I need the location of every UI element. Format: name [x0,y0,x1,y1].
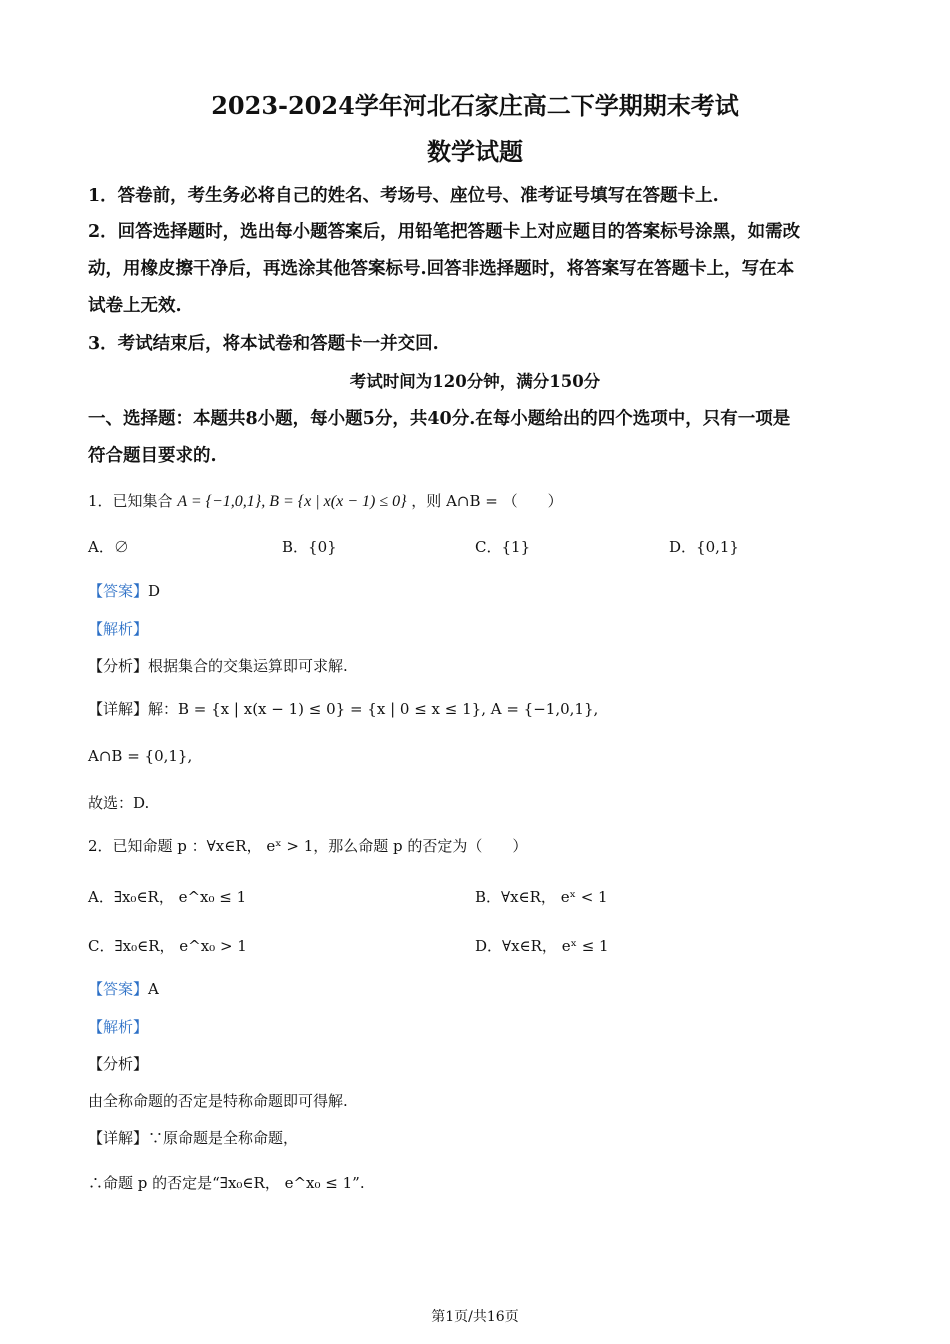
q2-fenxi: 由全称命题的否定是特称命题即可得解. [88,1092,348,1110]
q1-option-b: B．{0} [282,538,337,556]
q1-fenxi-label: 【分析】 [88,657,149,675]
q2-option-b: B．∀x∈R， eˣ < 1 [475,888,608,906]
question-1-suffix: ，则 A∩B = （ ） [411,492,563,510]
instruction-1: 1．答卷前，考生务必将自己的姓名、考场号、座位号、准考证号填写在答题卡上. [88,186,719,206]
q1-answer [88,580,160,601]
q1-detail-line1: 解：B = {x | x(x − 1) ≤ 0} = {x | 0 ≤ x ≤ 1}, A = {−1,0,1}, [148,700,599,718]
q2-answer [88,978,159,999]
instruction-2: 2．回答选择题时，选出每小题答案后，用铅笔把答题卡上对应题目的答案标号涂黑，如需改 [88,222,801,242]
q1-option-a: A．∅ [88,538,129,556]
q1-detail-line2: A∩B = {0,1}, [88,747,193,765]
q1-fenxi-text: 根据集合的交集运算即可求解. [148,657,348,675]
document-title: 2023-2024学年河北石家庄高二下学期期末考试 [211,91,739,120]
q2-detail-line1: ∵原命题是全称命题， [148,1129,299,1147]
q2-answer-value: A [148,980,159,998]
question-1-prefix: 1．已知集合 [88,492,173,510]
question-1-math: A = {−1,0,1}, B = {x | x(x − 1) ≤ 0} [177,493,407,510]
q1-answer-value: D [148,582,161,600]
instruction-2-cont: 动，用橡皮擦干净后，再选涂其他答案标号.回答非选择题时，将答案写在答题卡上，写在本 [88,259,795,279]
q1-detail [88,698,598,719]
q1-detail-label: 【详解】 [88,700,149,718]
document-subtitle: 数学试题 [427,137,523,166]
question-2-stem: 2．已知命题 p ：∀x∈R， eˣ > 1，那么命题 p 的否定为（ ） [88,837,528,855]
page-footer: 第1页/共16页 [431,1309,519,1325]
q1-fenxi [88,655,348,676]
q2-analysis-label: 【解析】 [88,1018,149,1036]
q1-option-d: D．{0,1} [669,538,739,556]
q2-detail [88,1127,298,1148]
q2-option-a: A．∃x₀∈R， e^x₀ ≤ 1 [88,888,247,906]
q2-detail-line2: ∴命题 p 的否定是“∃x₀∈R， e^x₀ ≤ 1”. [88,1174,365,1192]
q1-option-c: C．{1} [475,538,531,556]
instruction-2-end: 试卷上无效. [88,296,182,316]
instruction-3: 3．考试结束后，将本试卷和答题卡一并交回. [88,334,439,354]
q2-fenxi-label: 【分析】 [88,1055,149,1073]
q2-detail-label: 【详解】 [88,1129,149,1147]
q1-analysis-label: 【解析】 [88,620,149,638]
question-1-stem [88,490,563,511]
section-heading-cont: 符合题目要求的. [88,446,217,466]
q1-conclusion: 故选：D. [88,794,150,812]
exam-info: 考试时间为120分钟，满分150分 [349,372,601,391]
q2-answer-label: 【答案】 [88,980,149,998]
q2-option-c: C．∃x₀∈R， e^x₀ > 1 [88,937,247,955]
section-heading: 一、选择题：本题共8小题，每小题5分，共40分.在每小题给出的四个选项中，只有一项是 [88,409,791,429]
q1-answer-label: 【答案】 [88,582,149,600]
q2-option-d: D．∀x∈R， eˣ ≤ 1 [475,937,609,955]
